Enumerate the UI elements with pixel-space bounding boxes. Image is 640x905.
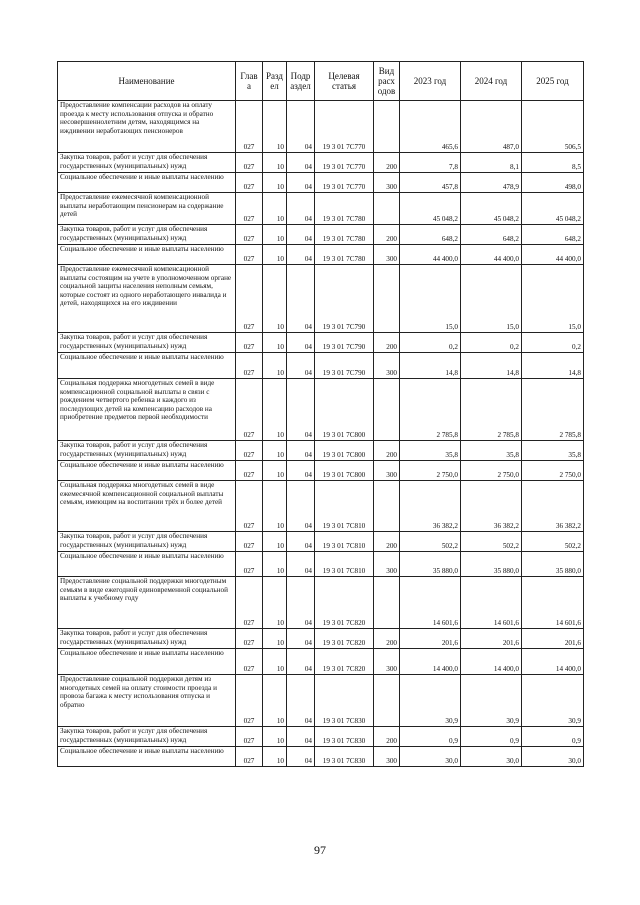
cell-podrazdel: 04	[287, 727, 315, 747]
cell-2023: 14,8	[400, 353, 461, 379]
cell-2024: 648,2	[461, 225, 522, 245]
cell-name: Закупка товаров, работ и услуг для обеспечения государственных (муниципальных) нужд	[58, 153, 236, 173]
cell-2025: 35 880,0	[522, 552, 584, 577]
table-row	[58, 461, 584, 481]
cell-vid	[374, 379, 400, 441]
cell-2024: 8,1	[461, 153, 522, 173]
table-row	[58, 552, 584, 577]
header-2024: 2024 год	[461, 62, 522, 101]
cell-vid: 300	[374, 353, 400, 379]
cell-glava: 027	[236, 265, 263, 333]
cell-target: 19 3 01 7С790	[315, 265, 374, 333]
cell-razdel: 10	[263, 552, 287, 577]
cell-name: Социальная поддержка многодетных семей в виде компенсационной социальной выплаты в связи с рождением четвертого ребенка и каждого из последующих детей на компенсацию расходов на приобретение предметов первой необходимости	[58, 379, 236, 441]
cell-podrazdel: 04	[287, 747, 315, 767]
table-row	[58, 245, 584, 265]
cell-target: 19 3 01 7С780	[315, 245, 374, 265]
cell-podrazdel: 04	[287, 675, 315, 727]
cell-target: 19 3 01 7С830	[315, 727, 374, 747]
cell-2023: 201,6	[400, 629, 461, 649]
cell-name: Социальное обеспечение и иные выплаты населению	[58, 173, 236, 193]
cell-podrazdel: 04	[287, 265, 315, 333]
cell-razdel: 10	[263, 727, 287, 747]
cell-razdel: 10	[263, 353, 287, 379]
header-razdel: Разд ел	[263, 62, 287, 101]
cell-name: Социальное обеспечение и иные выплаты населению	[58, 552, 236, 577]
cell-target: 19 3 01 7С820	[315, 629, 374, 649]
cell-podrazdel: 04	[287, 379, 315, 441]
cell-target: 19 3 01 7С810	[315, 481, 374, 532]
cell-2023: 14 601,6	[400, 577, 461, 629]
cell-target: 19 3 01 7С780	[315, 193, 374, 225]
cell-2024: 14,8	[461, 353, 522, 379]
cell-2024: 35 880,0	[461, 552, 522, 577]
cell-vid: 300	[374, 649, 400, 675]
cell-2025: 506,5	[522, 101, 584, 153]
cell-name: Закупка товаров, работ и услуг для обеспечения государственных (муниципальных) нужд	[58, 333, 236, 353]
cell-name: Закупка товаров, работ и услуг для обеспечения государственных (муниципальных) нужд	[58, 225, 236, 245]
cell-target: 19 3 01 7С820	[315, 649, 374, 675]
table-row	[58, 747, 584, 767]
cell-glava: 027	[236, 101, 263, 153]
table-row	[58, 675, 584, 727]
cell-vid: 200	[374, 441, 400, 461]
header-target: Целевая статья	[315, 62, 374, 101]
cell-2023: 0,9	[400, 727, 461, 747]
cell-razdel: 10	[263, 153, 287, 173]
cell-razdel: 10	[263, 245, 287, 265]
cell-glava: 027	[236, 649, 263, 675]
cell-razdel: 10	[263, 225, 287, 245]
cell-podrazdel: 04	[287, 353, 315, 379]
cell-glava: 027	[236, 532, 263, 552]
table-row	[58, 265, 584, 333]
cell-2023: 648,2	[400, 225, 461, 245]
cell-vid	[374, 265, 400, 333]
cell-2023: 7,8	[400, 153, 461, 173]
cell-razdel: 10	[263, 193, 287, 225]
cell-name: Предоставление ежемесячной компенсационной выплаты состоящим на учете в уполномоченном органе социальной защиты населения неполным семьям, которые состоят из одного неработающего инвалида и детей, находящихся на его иждивении	[58, 265, 236, 333]
cell-razdel: 10	[263, 629, 287, 649]
cell-2023: 36 382,2	[400, 481, 461, 532]
cell-glava: 027	[236, 153, 263, 173]
cell-2025: 2 785,8	[522, 379, 584, 441]
cell-2024: 502,2	[461, 532, 522, 552]
header-row	[58, 62, 584, 101]
table-row	[58, 481, 584, 532]
header-vid: Вид расх одов	[374, 62, 400, 101]
cell-vid: 200	[374, 153, 400, 173]
cell-target: 19 3 01 7С770	[315, 173, 374, 193]
cell-vid: 300	[374, 552, 400, 577]
cell-2025: 44 400,0	[522, 245, 584, 265]
cell-vid: 300	[374, 461, 400, 481]
cell-2024: 45 048,2	[461, 193, 522, 225]
cell-vid: 200	[374, 629, 400, 649]
table-row	[58, 193, 584, 225]
cell-2024: 0,9	[461, 727, 522, 747]
cell-name: Предоставление компенсации расходов на оплату проезда к месту использования отпуска и обратно несовершеннолетним детям, находящимся на иждивении неработающих пенсионеров	[58, 101, 236, 153]
cell-glava: 027	[236, 675, 263, 727]
cell-target: 19 3 01 7С780	[315, 225, 374, 245]
table-row	[58, 153, 584, 173]
cell-glava: 027	[236, 173, 263, 193]
cell-2023: 30,0	[400, 747, 461, 767]
cell-razdel: 10	[263, 577, 287, 629]
cell-target: 19 3 01 7С800	[315, 379, 374, 441]
cell-2024: 44 400,0	[461, 245, 522, 265]
cell-razdel: 10	[263, 675, 287, 727]
table-row	[58, 379, 584, 441]
cell-vid: 200	[374, 727, 400, 747]
cell-razdel: 10	[263, 441, 287, 461]
cell-podrazdel: 04	[287, 629, 315, 649]
cell-vid	[374, 481, 400, 532]
cell-name: Закупка товаров, работ и услуг для обеспечения государственных (муниципальных) нужд	[58, 629, 236, 649]
cell-2023: 465,6	[400, 101, 461, 153]
table-row	[58, 532, 584, 552]
cell-2025: 45 048,2	[522, 193, 584, 225]
cell-razdel: 10	[263, 481, 287, 532]
cell-2025: 35,8	[522, 441, 584, 461]
cell-name: Социальное обеспечение и иные выплаты населению	[58, 353, 236, 379]
cell-vid: 200	[374, 532, 400, 552]
cell-glava: 027	[236, 461, 263, 481]
cell-podrazdel: 04	[287, 245, 315, 265]
cell-podrazdel: 04	[287, 173, 315, 193]
cell-target: 19 3 01 7С770	[315, 153, 374, 173]
cell-2024: 35,8	[461, 441, 522, 461]
cell-2024: 2 750,0	[461, 461, 522, 481]
cell-target: 19 3 01 7С810	[315, 532, 374, 552]
cell-target: 19 3 01 7С830	[315, 675, 374, 727]
table-row	[58, 101, 584, 153]
cell-glava: 027	[236, 727, 263, 747]
cell-2025: 0,2	[522, 333, 584, 353]
cell-glava: 027	[236, 481, 263, 532]
header-2023: 2023 год	[400, 62, 461, 101]
cell-target: 19 3 01 7С800	[315, 461, 374, 481]
table-row	[58, 649, 584, 675]
cell-razdel: 10	[263, 101, 287, 153]
cell-razdel: 10	[263, 265, 287, 333]
cell-2024: 14 400,0	[461, 649, 522, 675]
cell-name: Социальное обеспечение и иные выплаты населению	[58, 245, 236, 265]
table-row	[58, 441, 584, 461]
cell-target: 19 3 01 7С800	[315, 441, 374, 461]
cell-2024: 30,0	[461, 747, 522, 767]
cell-target: 19 3 01 7С820	[315, 577, 374, 629]
cell-razdel: 10	[263, 649, 287, 675]
cell-2025: 201,6	[522, 629, 584, 649]
cell-vid: 300	[374, 173, 400, 193]
cell-2025: 0,9	[522, 727, 584, 747]
cell-vid: 300	[374, 245, 400, 265]
cell-2025: 502,2	[522, 532, 584, 552]
cell-podrazdel: 04	[287, 649, 315, 675]
cell-podrazdel: 04	[287, 461, 315, 481]
cell-target: 19 3 01 7С810	[315, 552, 374, 577]
cell-2023: 14 400,0	[400, 649, 461, 675]
cell-podrazdel: 04	[287, 193, 315, 225]
cell-2025: 2 750,0	[522, 461, 584, 481]
cell-2025: 498,0	[522, 173, 584, 193]
header-2025: 2025 год	[522, 62, 584, 101]
table-row	[58, 577, 584, 629]
cell-2023: 502,2	[400, 532, 461, 552]
cell-2025: 15,0	[522, 265, 584, 333]
cell-podrazdel: 04	[287, 481, 315, 532]
cell-vid	[374, 675, 400, 727]
cell-razdel: 10	[263, 747, 287, 767]
cell-podrazdel: 04	[287, 577, 315, 629]
cell-2024: 14 601,6	[461, 577, 522, 629]
cell-target: 19 3 01 7С770	[315, 101, 374, 153]
cell-razdel: 10	[263, 173, 287, 193]
cell-2025: 36 382,2	[522, 481, 584, 532]
cell-glava: 027	[236, 552, 263, 577]
cell-glava: 027	[236, 629, 263, 649]
table-row	[58, 727, 584, 747]
cell-2024: 487,0	[461, 101, 522, 153]
cell-name: Закупка товаров, работ и услуг для обеспечения государственных (муниципальных) нужд	[58, 441, 236, 461]
cell-name: Предоставление социальной поддержки детям из многодетных семей на оплату стоимости проезда и провоза багажа к месту использования отпуска и обратно	[58, 675, 236, 727]
page-number: 97	[314, 843, 326, 857]
cell-podrazdel: 04	[287, 532, 315, 552]
cell-glava: 027	[236, 577, 263, 629]
cell-name: Предоставление социальной поддержки многодетным семьям в виде ежегодной единовременной социальной выплаты к учебному году	[58, 577, 236, 629]
cell-vid	[374, 193, 400, 225]
cell-glava: 027	[236, 333, 263, 353]
cell-2024: 478,9	[461, 173, 522, 193]
cell-name: Социальное обеспечение и иные выплаты населению	[58, 649, 236, 675]
table-row	[58, 353, 584, 379]
cell-glava: 027	[236, 441, 263, 461]
cell-target: 19 3 01 7С790	[315, 353, 374, 379]
table-row	[58, 225, 584, 245]
cell-2023: 457,8	[400, 173, 461, 193]
cell-2025: 8,5	[522, 153, 584, 173]
cell-2025: 30,9	[522, 675, 584, 727]
cell-target: 19 3 01 7С790	[315, 333, 374, 353]
cell-2024: 36 382,2	[461, 481, 522, 532]
cell-razdel: 10	[263, 532, 287, 552]
cell-razdel: 10	[263, 379, 287, 441]
cell-glava: 027	[236, 193, 263, 225]
cell-name: Социальная поддержка многодетных семей в виде ежемесячной компенсационной социальной выплаты семьям, имеющим на воспитании трёх и более детей	[58, 481, 236, 532]
cell-2023: 45 048,2	[400, 193, 461, 225]
cell-2025: 14 601,6	[522, 577, 584, 629]
header-glava: Глав а	[236, 62, 263, 101]
cell-razdel: 10	[263, 461, 287, 481]
cell-name: Закупка товаров, работ и услуг для обеспечения государственных (муниципальных) нужд	[58, 532, 236, 552]
header-name: Наименование	[58, 62, 236, 101]
cell-2023: 2 750,0	[400, 461, 461, 481]
cell-2025: 14 400,0	[522, 649, 584, 675]
cell-podrazdel: 04	[287, 101, 315, 153]
cell-vid: 300	[374, 747, 400, 767]
table-header	[58, 62, 584, 101]
cell-2025: 14,8	[522, 353, 584, 379]
cell-glava: 027	[236, 353, 263, 379]
cell-name: Закупка товаров, работ и услуг для обеспечения государственных (муниципальных) нужд	[58, 727, 236, 747]
table-row	[58, 173, 584, 193]
header-podrazdel: Подр аздел	[287, 62, 315, 101]
cell-glava: 027	[236, 225, 263, 245]
cell-glava: 027	[236, 747, 263, 767]
cell-2023: 35 880,0	[400, 552, 461, 577]
cell-2024: 2 785,8	[461, 379, 522, 441]
cell-2023: 0,2	[400, 333, 461, 353]
cell-vid: 200	[374, 333, 400, 353]
cell-podrazdel: 04	[287, 441, 315, 461]
cell-razdel: 10	[263, 333, 287, 353]
cell-target: 19 3 01 7С830	[315, 747, 374, 767]
cell-name: Предоставление ежемесячной компенсационной выплаты неработающим пенсионерам на содержание детей	[58, 193, 236, 225]
cell-2024: 30,9	[461, 675, 522, 727]
budget-table	[57, 61, 584, 767]
cell-glava: 027	[236, 379, 263, 441]
cell-2024: 15,0	[461, 265, 522, 333]
table-row	[58, 333, 584, 353]
cell-2024: 201,6	[461, 629, 522, 649]
table-row	[58, 629, 584, 649]
cell-name: Социальное обеспечение и иные выплаты населению	[58, 461, 236, 481]
cell-2023: 44 400,0	[400, 245, 461, 265]
cell-2023: 30,9	[400, 675, 461, 727]
cell-name: Социальное обеспечение и иные выплаты населению	[58, 747, 236, 767]
cell-2025: 30,0	[522, 747, 584, 767]
cell-vid	[374, 101, 400, 153]
cell-podrazdel: 04	[287, 552, 315, 577]
cell-2023: 35,8	[400, 441, 461, 461]
cell-vid: 200	[374, 225, 400, 245]
cell-2025: 648,2	[522, 225, 584, 245]
cell-2023: 2 785,8	[400, 379, 461, 441]
cell-podrazdel: 04	[287, 225, 315, 245]
cell-podrazdel: 04	[287, 333, 315, 353]
cell-2023: 15,0	[400, 265, 461, 333]
cell-vid	[374, 577, 400, 629]
cell-podrazdel: 04	[287, 153, 315, 173]
cell-2024: 0,2	[461, 333, 522, 353]
table-body	[58, 101, 584, 767]
cell-glava: 027	[236, 245, 263, 265]
